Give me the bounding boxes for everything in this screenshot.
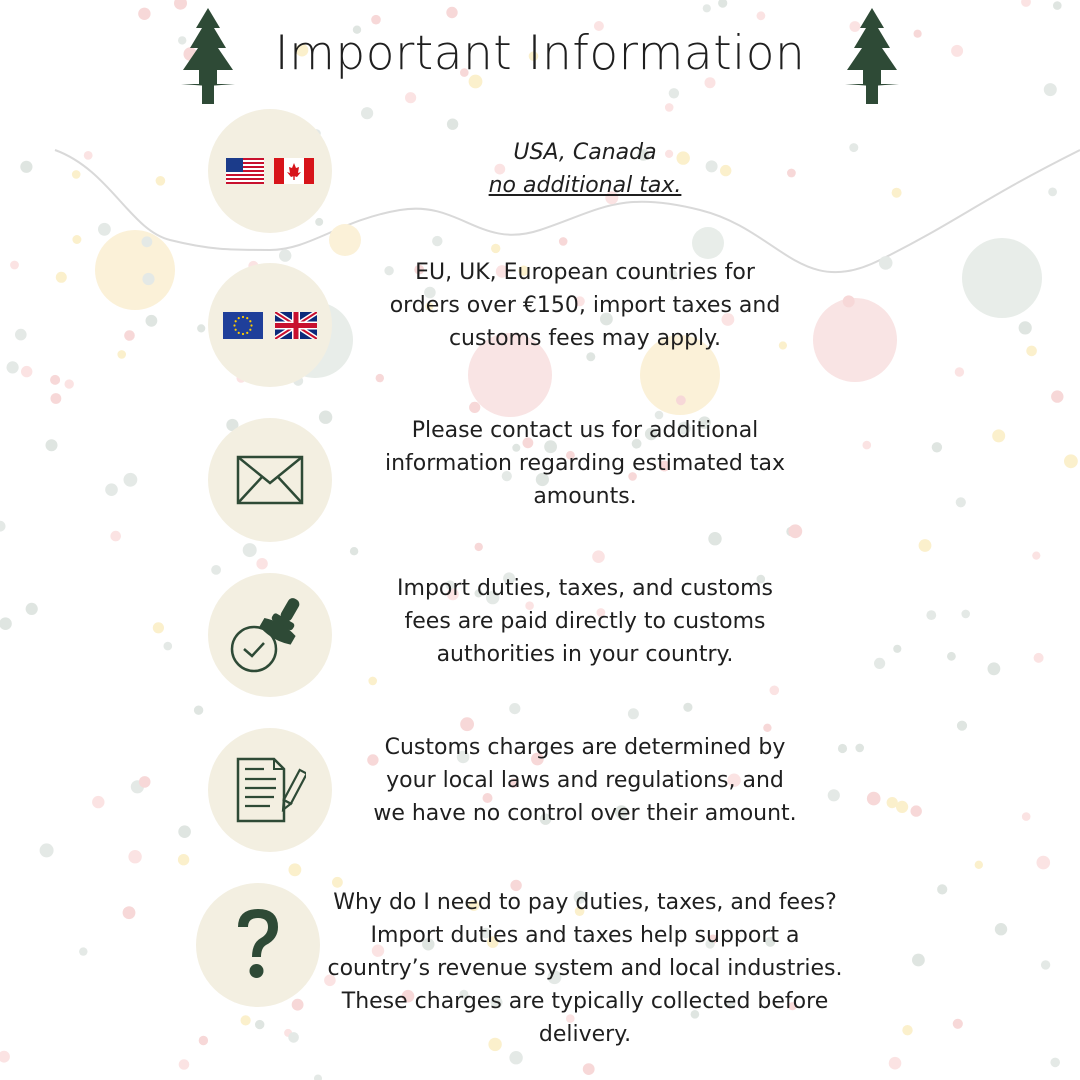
- confetti-dot: [676, 395, 686, 405]
- confetti-dot: [26, 603, 38, 615]
- confetti-dot: [124, 330, 135, 341]
- text-line: Why do I need to pay duties, taxes, and fees?: [333, 890, 837, 915]
- confetti-dot: [988, 662, 1001, 675]
- confetti-dot: [376, 374, 384, 382]
- confetti-dot: [995, 923, 1007, 935]
- confetti-dot: [156, 176, 166, 186]
- confetti-dot: [919, 539, 932, 552]
- confetti-dot: [123, 473, 137, 487]
- confetti-dot: [1048, 188, 1057, 197]
- confetti-dot: [315, 218, 323, 226]
- eu-star: [250, 324, 252, 326]
- text-line: country’s revenue system and local industries.: [327, 956, 843, 981]
- confetti-dot: [491, 244, 500, 253]
- eu-flag-icon: [223, 312, 263, 339]
- confetti-dot: [559, 237, 568, 246]
- confetti-dot: [164, 642, 173, 651]
- christmas-tree-icon: [841, 6, 903, 106]
- confetti-dot: [110, 531, 121, 542]
- eu-star: [246, 331, 248, 333]
- confetti-dot: [718, 0, 727, 8]
- confetti-dot: [896, 801, 908, 813]
- confetti-dot: [1051, 390, 1063, 402]
- confetti-dot: [146, 315, 158, 327]
- confetti-dot: [255, 1020, 264, 1029]
- text-line: fees are paid directly to customs: [404, 609, 766, 634]
- confetti-dot: [289, 863, 302, 876]
- info-text-eu-uk: [290, 256, 880, 355]
- info-text-charges: [290, 731, 880, 830]
- text-line: Customs charges are determined by: [384, 735, 786, 760]
- confetti-dot: [350, 547, 358, 555]
- confetti-dot: [1032, 552, 1040, 560]
- confetti-dot: [21, 366, 32, 377]
- confetti-dot: [142, 273, 154, 285]
- text-line: Please contact us for additional: [411, 418, 759, 443]
- confetti-dot: [128, 850, 141, 863]
- confetti-dot: [446, 7, 457, 18]
- confetti-dot: [992, 429, 1005, 442]
- confetti-dot: [123, 906, 136, 919]
- no-tax-note: no additional tax.: [488, 173, 682, 198]
- confetti-dot: [926, 610, 936, 620]
- eu-star: [233, 324, 235, 326]
- christmas-tree-icon: [177, 6, 239, 106]
- confetti-dot: [757, 11, 766, 20]
- confetti-dot: [51, 393, 62, 404]
- confetti-dot: [932, 442, 942, 452]
- page-title: Important Information: [274, 26, 806, 81]
- confetti-dot: [703, 4, 711, 12]
- text-line: authorities in your country.: [436, 642, 734, 667]
- confetti-dot: [241, 1015, 251, 1025]
- confetti-dot: [947, 652, 956, 661]
- ornament-ball: [95, 230, 175, 310]
- confetti-dot: [46, 439, 58, 451]
- confetti-dot: [975, 861, 983, 869]
- confetti-dot: [211, 565, 221, 575]
- confetti-dot: [955, 367, 964, 376]
- confetti-dot: [368, 677, 377, 686]
- text-line: orders over €150, import taxes and: [389, 293, 781, 318]
- confetti-dot: [902, 1025, 912, 1035]
- confetti-dot: [361, 107, 373, 119]
- confetti-dot: [117, 350, 126, 359]
- confetti-dot: [0, 617, 12, 630]
- info-text-us-ca: [290, 136, 880, 202]
- confetti-dot: [1021, 0, 1031, 7]
- confetti-dot: [669, 88, 679, 98]
- confetti-dot: [199, 1036, 208, 1045]
- confetti-dot: [937, 884, 947, 894]
- eu-star: [242, 315, 244, 317]
- confetti-dot: [889, 1057, 902, 1070]
- eu-star: [249, 328, 251, 330]
- confetti-dot: [1064, 454, 1078, 468]
- eu-star: [246, 317, 248, 319]
- confetti-dot: [509, 703, 520, 714]
- confetti-dot: [912, 954, 925, 967]
- confetti-dot: [509, 1051, 522, 1064]
- confetti-dot: [1053, 1, 1062, 10]
- confetti-dot: [893, 645, 901, 653]
- confetti-dot: [79, 947, 87, 955]
- confetti-dot: [142, 236, 153, 247]
- confetti-dot: [447, 119, 458, 130]
- text-line: your local laws and regulations, and: [386, 768, 784, 793]
- confetti-dot: [1034, 653, 1044, 663]
- eu-star: [242, 332, 244, 334]
- eu-star: [249, 320, 251, 322]
- confetti-dot: [432, 236, 442, 246]
- confetti-dot: [153, 622, 164, 633]
- confetti-dot: [1037, 856, 1051, 870]
- confetti-dot: [179, 1059, 190, 1070]
- info-text-why: [290, 886, 880, 1051]
- us-ca-label: USA, Canada: [513, 140, 657, 165]
- confetti-dot: [1019, 321, 1032, 334]
- confetti-dot: [72, 170, 81, 179]
- confetti-dot: [879, 256, 893, 270]
- confetti-dot: [1026, 346, 1037, 357]
- text-line: These charges are typically collected before: [341, 989, 829, 1014]
- confetti-dot: [65, 379, 74, 388]
- confetti-dot: [683, 703, 692, 712]
- confetti-dot: [256, 558, 267, 569]
- ornament-ball: [692, 227, 724, 259]
- text-line: Import duties and taxes help support a: [370, 923, 800, 948]
- confetti-dot: [592, 550, 605, 563]
- confetti-dot: [628, 708, 639, 719]
- us-flag-icon: [226, 158, 264, 184]
- confetti-dot: [98, 223, 111, 236]
- text-line: amounts.: [533, 484, 637, 509]
- text-line: delivery.: [538, 1022, 632, 1047]
- confetti-dot: [961, 610, 970, 619]
- info-text-contact: [290, 414, 880, 513]
- info-text-duties: [290, 572, 880, 671]
- confetti-dot: [40, 843, 54, 857]
- confetti-dot: [0, 521, 6, 532]
- confetti-dot: [56, 272, 67, 283]
- confetti-dot: [1022, 812, 1031, 821]
- confetti-dot: [314, 1075, 322, 1080]
- text-line: Import duties, taxes, and customs: [397, 576, 773, 601]
- confetti-dot: [20, 161, 32, 173]
- confetti-dot: [956, 497, 966, 507]
- confetti-dot: [1050, 1058, 1060, 1068]
- question-mark-icon: [228, 905, 288, 985]
- confetti-dot: [788, 524, 802, 538]
- confetti-dot: [371, 15, 381, 25]
- confetti-dot: [1041, 960, 1050, 969]
- confetti-dot: [460, 717, 474, 731]
- confetti-dot: [7, 361, 19, 373]
- text-line: we have no control over their amount.: [373, 801, 797, 826]
- confetti-dot: [139, 776, 151, 788]
- eu-star: [238, 331, 240, 333]
- eu-star: [238, 317, 240, 319]
- confetti-dot: [469, 402, 480, 413]
- confetti-dot: [405, 92, 416, 103]
- text-line: customs fees may apply.: [448, 326, 722, 351]
- confetti-dot: [665, 103, 674, 112]
- confetti-dot: [583, 1063, 595, 1075]
- confetti-dot: [84, 151, 93, 160]
- confetti-dot: [197, 324, 205, 332]
- confetti-dot: [475, 543, 483, 551]
- confetti-dot: [892, 188, 902, 198]
- ornament-ball: [962, 238, 1042, 318]
- confetti-dot: [105, 483, 118, 496]
- confetti-dot: [178, 825, 191, 838]
- eu-star: [235, 320, 237, 322]
- confetti-dot: [957, 721, 967, 731]
- eu-star: [235, 328, 237, 330]
- confetti-dot: [953, 1019, 963, 1029]
- confetti-dot: [911, 805, 922, 816]
- confetti-dot: [243, 543, 257, 557]
- confetti-dot: [194, 706, 203, 715]
- confetti-dot: [138, 8, 150, 20]
- confetti-dot: [178, 854, 189, 865]
- text-line: information regarding estimated tax: [384, 451, 786, 476]
- confetti-dot: [10, 261, 19, 270]
- confetti-dot: [72, 235, 81, 244]
- confetti-dot: [92, 796, 104, 808]
- confetti-dot: [1044, 83, 1057, 96]
- confetti-dot: [15, 329, 27, 341]
- text-line: EU, UK, European countries for: [415, 260, 755, 285]
- ornament-ball: [329, 224, 361, 256]
- confetti-dot: [708, 532, 721, 545]
- confetti-dot: [0, 1051, 10, 1063]
- confetti-dot: [770, 686, 780, 696]
- confetti-dot: [50, 375, 60, 385]
